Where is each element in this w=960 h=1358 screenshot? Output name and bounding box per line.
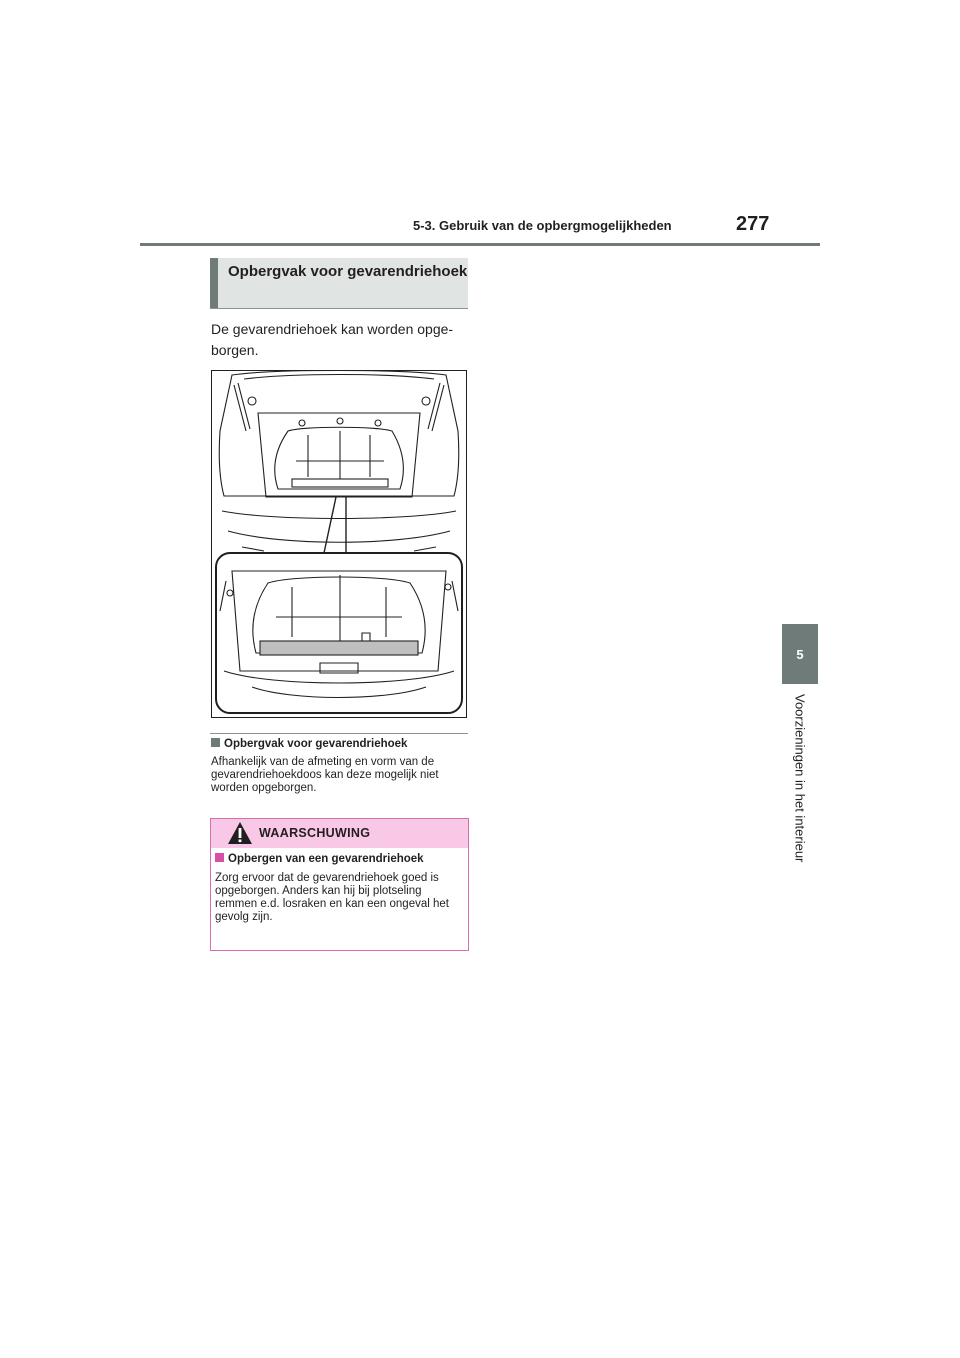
section-title-underline [210, 308, 468, 309]
note-body: Afhankelijk van de afmeting en vorm van de gevarendriehoekdoos kan deze mogelijk niet worden opgeborgen. [211, 756, 439, 794]
section-title: Opbergvak voor gevarendriehoek [228, 263, 468, 280]
header-rule [140, 243, 820, 246]
square-bullet-icon [215, 853, 224, 862]
page-number: 277 [736, 213, 770, 235]
note-title [211, 738, 407, 750]
warning-label: WAARSCHUWING [259, 826, 371, 840]
warning-body: Zorg ervoor dat de gevarendriehoek goed is opgeborgen. Anders kan hij bij plotseling remmen e.d. losraken en kan een ongeval het gevolg zijn. [215, 872, 449, 923]
warning-title [215, 853, 424, 865]
warning-header [211, 819, 468, 848]
chapter-number: 5 [796, 646, 804, 662]
chapter-title-vertical: Voorzieningen in het interieur [792, 694, 808, 863]
warning-title-text: Opbergen van een gevarendriehoek [228, 853, 424, 865]
warning-box [210, 818, 469, 951]
note-rule [210, 733, 468, 734]
chapter-tab [782, 624, 818, 684]
warning-triangle-icon [227, 821, 253, 845]
running-header-section: 5-3. Gebruik van de opbergmogelijkheden [413, 218, 672, 233]
trunk-illustration [211, 370, 467, 718]
note-title-text: Opbergvak voor gevarendriehoek [224, 738, 408, 750]
section-title-box [210, 258, 468, 308]
intro-paragraph: De gevarendriehoek kan worden opge-borgen. [211, 321, 454, 358]
trunk-line-drawing [212, 371, 466, 717]
square-bullet-icon [211, 738, 220, 747]
